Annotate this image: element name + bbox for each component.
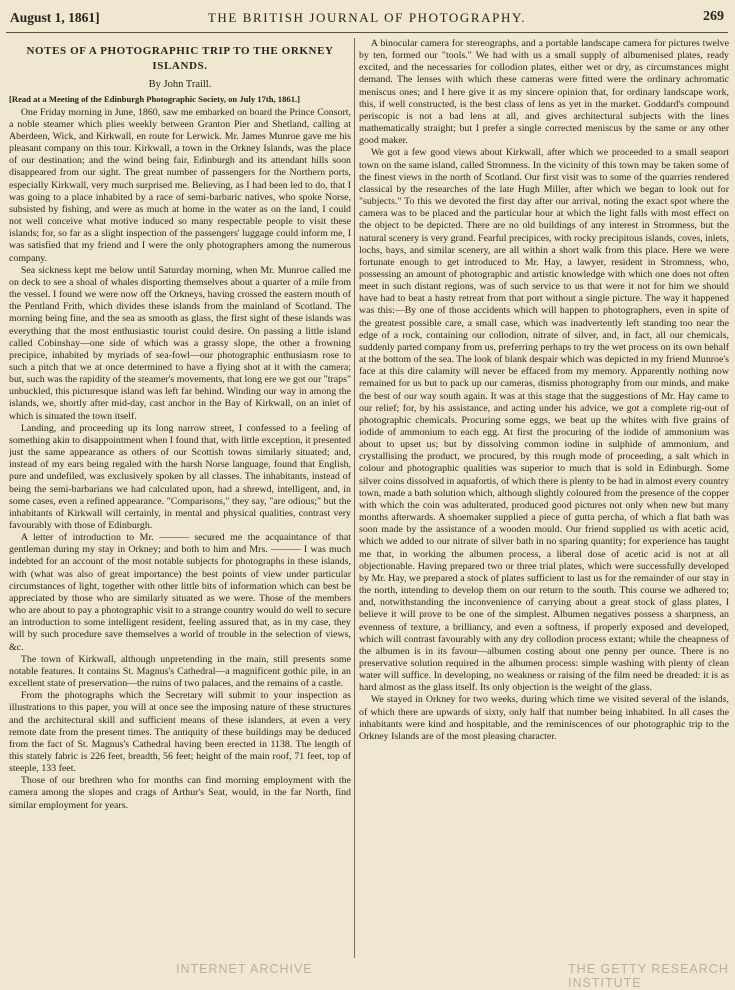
article-note: [Read at a Meeting of the Edinburgh Photographic Society, on July 17th, 1861.] xyxy=(9,93,300,104)
right-column xyxy=(359,38,729,974)
paragraph: From the photographs which the Secretary will submit to your inspection as illustrations to this paper, you will at once see the imposing nature of these structures and the architectural skill and sufficient means of these islanders, at even a very remote date from the present times. The antiquity of these buildings may be deduced from the fact of St. Magnus's Cathedral having been erected in 1138. The length of this stately fabric is 226 feet, breadth, 56 feet; height of the main roof, 71 feet, top of steeple, 133 feet. xyxy=(9,690,351,775)
column-divider xyxy=(354,38,355,958)
watermark-internet-archive: INTERNET ARCHIVE xyxy=(176,962,313,976)
paragraph: The town of Kirkwall, although unpretending in the main, still presents some notable features. It contains St. Magnus's Cathedral—a magnificent gothic pile, in an excellent state of preservation—the ruins of two palaces, and the remains of a castle. xyxy=(9,653,351,690)
journal-title: THE BRITISH JOURNAL OF PHOTOGRAPHY. xyxy=(207,10,527,25)
article-byline: By John Traill. xyxy=(148,78,212,90)
watermark-getty: THE GETTY RESEARCH INSTITUTE xyxy=(568,962,729,990)
paragraph: Landing, and proceeding up its long narrow street, I confessed to a feeling of something akin to disappointment when I found that, with little exception, it presented just the same appearance as others of our Scottish towns similarly situated; and, instead of my ears being regaled with the harsh Norse language, found that English, pure and undefiled, was exclusively spoken by all classes. The inhabitants, instead of being the semi-barbarians we had calculated upon, had a shrewd, intelligent, and, in some cases, even a refined appearance. "Comparisons," they say, "are odious;" but the inhabitants of Kirkwall will certainly, in mental and physical qualities, contrast very favourably with those of Edinburgh. xyxy=(9,422,351,531)
issue-date: August 1, 1861] xyxy=(10,10,100,25)
running-head xyxy=(6,4,728,33)
page-number: 269 xyxy=(703,9,724,24)
paragraph: A binocular camera for stereographs, and a portable landscape camera for pictures twelve by ten, formed our "tools." We had with us a small supply of albumenised plates, ready excited, and the necessaries for collodion plates, either wet or dry, as circumstances might demand. The lenses with which these cameras were fitted were the ordinary achromatic meniscus ones; and I here give it as my sincere opinion that, for ordinary landscape work, this, if well constructed, is the best class of lens as yet in the market. Goddard's compound periscopic is not a bad lens at all, and gives architectural subjects with the lines mathematically straight; but I prefer a single corrected meniscus by the same or any other good maker. xyxy=(359,38,729,147)
paragraph: Those of our brethren who for months can find morning employment with the camera among the slopes and crags of Arthur's Seat, would, in the far North, find similar employment for years. xyxy=(9,775,351,811)
paragraph: One Friday morning in June, 1860, saw me embarked on board the Prince Consort, a noble steamer which plies weekly between Granton Pier and Shetland, calling at Aberdeen, Wick, and Kirkwall, en route for Lerwick. Mr. James Munroe gave me his pleasant company on this tour. Kirkwall, a town in the Orkney Islands, was the place of our destination; and the wind being fair, Edinburgh and its attendant hills soon disappeared from our sight. The great number of passengers for the Northern ports, especially Kirkwall, very much surprised me. Believing, as I had been led to do, that I was going to a place inhabited by a race of semi-barbaric natives, who spoke Norse, subsisted by fishing, and were as much at home in the water as on the land, I could not well conceive what motive induced so many respectable people to visit these islands; for, so far as a slight inspection of the passengers' luggage could inform me, I was satisfied that my friend and I were the only photographers among the numerous company. xyxy=(9,106,351,264)
paragraph: Sea sickness kept me below until Saturday morning, when Mr. Munroe called me on deck to see a shoal of whales disporting themselves about a quarter of a mile from the vessel. I found we were now off the Orkneys, having crossed the eastern mouth of the Pentland Frith, which divides these islands from the mainland of Scotland. The morning being fine, and the sea as smooth as glass, the first sight of these islands was everything that the most enthusiastic tourist could desire. On passing a little island called Cobinshay—one side of which was a grassy slope, the other a frowning precipice, inhabited by myriads of sea-fowl—our photographic enthusiasm rose to such a pitch that we at once determined to have a flying shot at it with the camera; but, such was the rapidity of the steamer's movements, that long ere we got our "traps" unbuckled, this picturesque island was left far behind. Winding our way in among the islands, we, shortly after mid-day, cast anchor in the Bay of Kirkwall, on an inlet of which is situated the town itself. xyxy=(9,264,351,422)
left-column xyxy=(9,44,351,974)
paragraph: We got a few good views about Kirkwall, after which we proceeded to a small seaport town on the same island, called Stromness. In the vicinity of this town may be taken some of the finest views in the north of Scotland. Our first visit was to some of the quarries rendered classical by the researches of the late Hugh Miller, after which we began to look out for "subjects." To this we devoted the first day after our arrival, noting the exact spot where the camera was to be placed and the particular hour at which the light falls with most effect on the object to be depicted. There are no old buildings of any interest in Stromness, but the natural scenery is very grand. Fearful precipices, with rocky precipitous islands, coves, inlets, lochs, bays, and similar scenery, are all within a short walk from this place. Here we were fortunate enough to get introduced to Mr. Hay, a lawyer, resident in Stromness, who, possessing an amount of photographic and artistic knowledge with which one does not often meet in such distant regions, was of such service to us that were it not for him we should have had to beat a hasty retreat from that port without a single picture. The way it happened was this:—By one of those accidents which will happen to photographers, even in spite of the greatest possible care, a small case, which was inadvertently left standing too near the edge of a rock, containing our collodion, nitrate of silver, and, in fact, all our chemicals, suddenly parted company from us, preferring perhaps to try the wet process on its own behalf at the bottom of the sea. The look of blank despair which was depicted in my friend Munroe's face at this dire calamity will never be effaced from my memory. Apparently nothing now remained for us but to pack up our cameras, dismiss photography from our minds, and make the best of our way south again. It was at this stage that the suggestions of Mr. Hay came to our relief; for, by his assistance, and acting under his advice, we got a complete rig-out of photographic chemicals. Procuring some eggs, we beat up the whites with five grains of iodide of ammonium to each egg. At first the procuring of the iodide of ammonium was about to upset us; but by dissolving common iodine in sulphide of ammonium, and crystallising the product, we procured, by this rough mode of proceeding, a salt which in colour and photographic qualities was superior to much that is sold in Edinburgh. Some silver coins dissolved in aquafortis, of which there is plenty to be had in almost every country town, made a bath solution which, although slightly coloured from the presence of the copper with which the coin was adulterated, produced good pictures not only when new but many months afterwards. A shoemaker supplied a piece of gutta percha, of which a flat bath was soon made by the assistance of a wooden mould. Our friend supplied us with acetic acid, which we added to our nitrate of silver bath in no sparing quantity; for experience has taught me that, in working the albumen process, a liberal dose of acetic acid is not at all objectionable. Having prepared two or three trial plates, which were successfully developed by Mr. Hay, we prepared a stock of plates sufficient to last us for the remainder of our stay in the north, intending to develop them on our return to the south. This course we adhered to; and, notwithstanding the inconvenience of carrying about a great stock of glass plates, I believe it will prove to be one of the simplest. Albumen negatives possess a sharpness, an evenness of texture, a brilliancy, and even a softness, if properly exposed and developed, which will contrast favourably with any dry collodion process extant; while the cheapness of the albumen is in its favour—albumen costing about one penny per ounce. There is no preservative solution required in the albumen process: simple washing with plenty of clean water will suffice. In developing, no weakness or raising of the film need be dreaded: it is as hard almost as the glass itself. Its only objection is the weight of the glass. xyxy=(359,147,729,694)
paragraph: We stayed in Orkney for two weeks, during which time we visited several of the islands, of which there are upwards of sixty, only half that number being inhabited. In all cases the inhabitants were kind and hospitable, and the reminiscences of our photographic trip to the Orkney Islands are of the most pleasing character. xyxy=(359,694,729,742)
paragraph: A letter of introduction to Mr. ——— secured me the acquaintance of that gentleman during my stay in Orkney; and both to him and Mrs. ——— I was much indebted for an account of the most notable subjects for photographs in these islands, with (what was also of great importance) the best points of view under particular circumstances of light, together with other little bits of information which can best be appreciated by those who are similarly situated as we were. Those of the members who are about to pay a photographic visit to a strange country would do well to secure an introduction to some intelligent resident, feeling assured that, as in my case, they will by such procedure save themselves a world of trouble in the selection of views, &c. xyxy=(9,532,351,653)
article-title: NOTES OF A PHOTOGRAPHIC TRIP TO THE ORKNEY ISLANDS. xyxy=(26,45,334,72)
